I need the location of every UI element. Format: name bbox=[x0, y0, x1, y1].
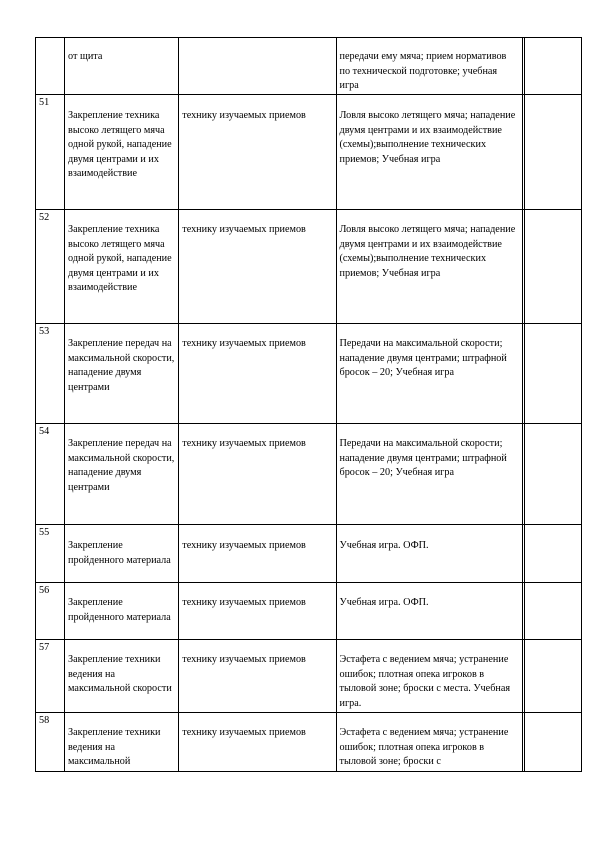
lesson-number bbox=[36, 38, 65, 95]
table-row bbox=[36, 525, 582, 583]
lesson-technique: технику изучаемых приемов bbox=[179, 640, 336, 713]
table-row bbox=[36, 424, 582, 525]
empty-cell bbox=[524, 95, 581, 210]
lesson-number: 55 bbox=[36, 525, 65, 583]
empty-cell bbox=[524, 713, 581, 772]
lesson-content: Учебная игра. ОФП. bbox=[336, 525, 522, 583]
lesson-topic: от щита bbox=[65, 38, 179, 95]
lesson-number: 56 bbox=[36, 583, 65, 640]
table-row bbox=[36, 324, 582, 424]
lesson-topic: Закрепление пройденного материала bbox=[65, 583, 179, 640]
lesson-technique: технику изучаемых приемов bbox=[179, 525, 336, 583]
lesson-number: 52 bbox=[36, 210, 65, 324]
lesson-number: 53 bbox=[36, 324, 65, 424]
lesson-number: 57 bbox=[36, 640, 65, 713]
table-row bbox=[36, 583, 582, 640]
lesson-technique: технику изучаемых приемов bbox=[179, 583, 336, 640]
lesson-technique: технику изучаемых приемов bbox=[179, 210, 336, 324]
lesson-topic: Закрепление передач на максимальной скорости, нападение двумя центрами bbox=[65, 324, 179, 424]
lesson-plan-table bbox=[35, 37, 582, 772]
lesson-technique: технику изучаемых приемов bbox=[179, 713, 336, 772]
lesson-number: 54 bbox=[36, 424, 65, 525]
lesson-content: Ловля высоко летящего мяча; нападение двумя центрами и их взаимодействие (схемы);выполнение технических приемов; Учебная игра bbox=[336, 95, 522, 210]
lesson-technique: технику изучаемых приемов bbox=[179, 95, 336, 210]
lesson-technique bbox=[179, 38, 336, 95]
lesson-technique: технику изучаемых приемов bbox=[179, 424, 336, 525]
lesson-content: Эстафета с ведением мяча; устранение ошибок; плотная опека игроков в тыловой зоне; броски с bbox=[336, 713, 522, 772]
table-row bbox=[36, 713, 582, 772]
table-row bbox=[36, 640, 582, 713]
lesson-content: передачи ему мяча; прием нормативов по технической подготовке; учебная игра bbox=[336, 38, 522, 95]
empty-cell bbox=[524, 525, 581, 583]
lesson-content: Учебная игра. ОФП. bbox=[336, 583, 522, 640]
table-row bbox=[36, 95, 582, 210]
lesson-content: Передачи на максимальной скорости; нападение двумя центрами; штрафной бросок – 20; Учебная игра bbox=[336, 424, 522, 525]
table-row bbox=[36, 38, 582, 95]
lesson-topic: Закрепление техника высоко летящего мяча одной рукой, нападение двумя центрами и их взаимодействие bbox=[65, 210, 179, 324]
lesson-topic: Закрепление передач на максимальной скорости, нападение двумя центрами bbox=[65, 424, 179, 525]
lesson-number: 58 bbox=[36, 713, 65, 772]
table-row bbox=[36, 210, 582, 324]
lesson-technique: технику изучаемых приемов bbox=[179, 324, 336, 424]
empty-cell bbox=[524, 324, 581, 424]
lesson-topic: Закрепление техника высоко летящего мяча одной рукой, нападение двумя центрами и их взаимодействие bbox=[65, 95, 179, 210]
lesson-content: Эстафета с ведением мяча; устранение ошибок; плотная опека игроков в тыловой зоне; броски с места. Учебная игра. bbox=[336, 640, 522, 713]
empty-cell bbox=[524, 38, 581, 95]
empty-cell bbox=[524, 583, 581, 640]
lesson-number: 51 bbox=[36, 95, 65, 210]
lesson-content: Ловля высоко летящего мяча; нападение двумя центрами и их взаимодействие (схемы);выполнение технических приемов; Учебная игра bbox=[336, 210, 522, 324]
lesson-topic: Закрепление техники ведения на максимальной скорости bbox=[65, 640, 179, 713]
lesson-topic: Закрепление пройденного материала bbox=[65, 525, 179, 583]
empty-cell bbox=[524, 424, 581, 525]
lesson-content: Передачи на максимальной скорости; нападение двумя центрами; штрафной бросок – 20; Учебная игра bbox=[336, 324, 522, 424]
empty-cell bbox=[524, 640, 581, 713]
empty-cell bbox=[524, 210, 581, 324]
lesson-topic: Закрепление техники ведения на максимальной bbox=[65, 713, 179, 772]
